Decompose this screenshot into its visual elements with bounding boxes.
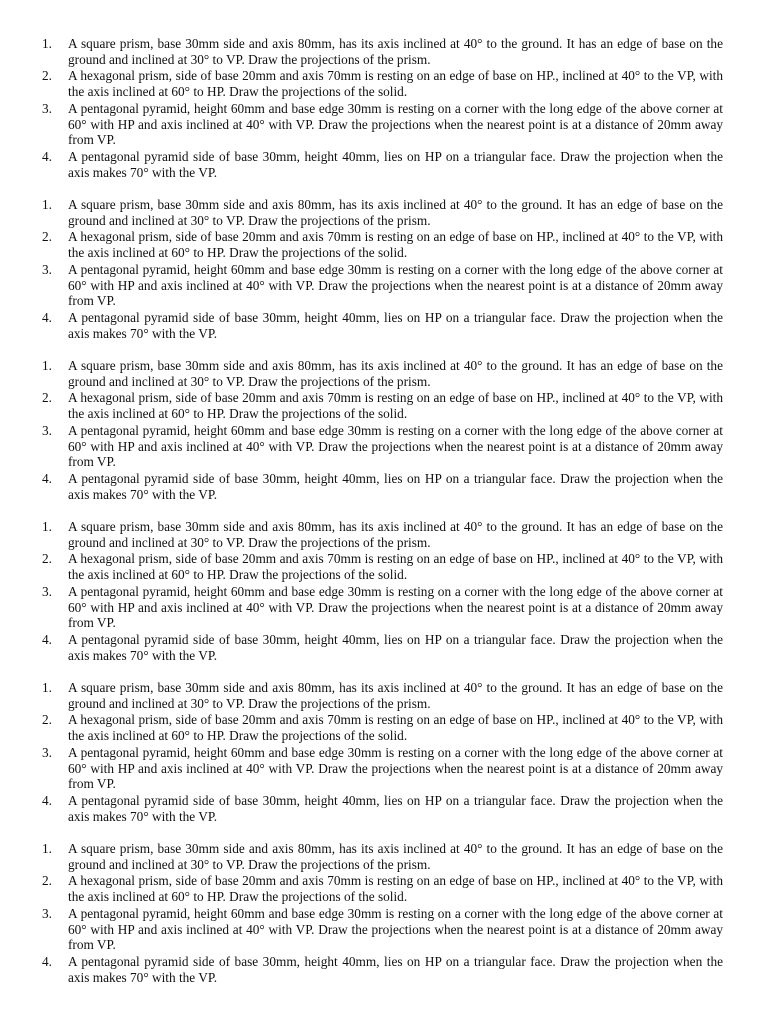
question-item <box>0 551 768 583</box>
question-item <box>0 358 768 390</box>
question-text: A hexagonal prism, side of base 20mm and axis 70mm is resting on an edge of base on HP., inclined at 40° to the VP, with the axis inclined at 60° to HP. Draw the projections of the solid. <box>68 390 723 422</box>
question-text: A pentagonal pyramid, height 60mm and base edge 30mm is resting on a corner with the long edge of the above corner at 60° with HP and axis inclined at 40° with VP. Draw the projections when the nearest point is at a distance of 20mm away from VP. <box>68 261 723 309</box>
question-text: A pentagonal pyramid side of base 30mm, height 40mm, lies on HP on a triangular face. Draw the projection when the axis makes 70° with the VP. <box>68 309 723 341</box>
question-item <box>0 954 768 986</box>
question-item <box>0 423 768 471</box>
question-set-6 <box>0 841 768 986</box>
question-number: 1. <box>42 841 52 856</box>
question-set-4 <box>0 519 768 664</box>
question-item <box>0 906 768 954</box>
question-number: 1. <box>42 197 52 212</box>
question-number: 1. <box>42 36 52 51</box>
question-text: A pentagonal pyramid side of base 30mm, height 40mm, lies on HP on a triangular face. Draw the projection when the axis makes 70° with the VP. <box>68 148 723 180</box>
question-item <box>0 471 768 503</box>
question-number: 4. <box>42 631 52 647</box>
question-number: 2. <box>42 551 52 567</box>
question-text: A pentagonal pyramid, height 60mm and base edge 30mm is resting on a corner with the long edge of the above corner at 60° with HP and axis inclined at 40° with VP. Draw the projections when the nearest point is at a distance of 20mm away from VP. <box>68 100 723 148</box>
question-item <box>0 873 768 905</box>
question-set-2 <box>0 197 768 342</box>
question-item <box>0 519 768 551</box>
question-item <box>0 310 768 342</box>
question-item <box>0 680 768 712</box>
question-number: 3. <box>42 905 52 921</box>
question-text: A hexagonal prism, side of base 20mm and axis 70mm is resting on an edge of base on HP., inclined at 40° to the VP, with the axis inclined at 60° to HP. Draw the projections of the solid. <box>68 551 723 583</box>
question-item <box>0 68 768 100</box>
question-number: 1. <box>42 519 52 534</box>
question-item <box>0 36 768 68</box>
question-item <box>0 632 768 664</box>
question-number: 1. <box>42 680 52 695</box>
question-text: A square prism, base 30mm side and axis 80mm, has its axis inclined at 40° to the ground. It has an edge of base on the ground and inclined at 30° to VP. Draw the projections of the prism. <box>68 36 723 67</box>
question-number: 3. <box>42 100 52 116</box>
question-number: 2. <box>42 712 52 728</box>
question-text: A pentagonal pyramid, height 60mm and base edge 30mm is resting on a corner with the long edge of the above corner at 60° with HP and axis inclined at 40° with VP. Draw the projections when the nearest point is at a distance of 20mm away from VP. <box>68 583 723 631</box>
question-item <box>0 229 768 261</box>
question-text: A square prism, base 30mm side and axis 80mm, has its axis inclined at 40° to the ground. It has an edge of base on the ground and inclined at 30° to VP. Draw the projections of the prism. <box>68 358 723 389</box>
question-item <box>0 745 768 793</box>
question-text: A hexagonal prism, side of base 20mm and axis 70mm is resting on an edge of base on HP., inclined at 40° to the VP, with the axis inclined at 60° to HP. Draw the projections of the solid. <box>68 712 723 744</box>
question-number: 3. <box>42 744 52 760</box>
question-item <box>0 101 768 149</box>
question-text: A square prism, base 30mm side and axis 80mm, has its axis inclined at 40° to the ground. It has an edge of base on the ground and inclined at 30° to VP. Draw the projections of the prism. <box>68 841 723 872</box>
question-text: A square prism, base 30mm side and axis 80mm, has its axis inclined at 40° to the ground. It has an edge of base on the ground and inclined at 30° to VP. Draw the projections of the prism. <box>68 197 723 228</box>
question-item <box>0 149 768 181</box>
question-number: 4. <box>42 953 52 969</box>
question-text: A hexagonal prism, side of base 20mm and axis 70mm is resting on an edge of base on HP., inclined at 40° to the VP, with the axis inclined at 60° to HP. Draw the projections of the solid. <box>68 229 723 261</box>
question-text: A pentagonal pyramid side of base 30mm, height 40mm, lies on HP on a triangular face. Draw the projection when the axis makes 70° with the VP. <box>68 953 723 985</box>
question-number: 4. <box>42 792 52 808</box>
question-number: 1. <box>42 358 52 373</box>
question-number: 2. <box>42 873 52 889</box>
question-number: 2. <box>42 390 52 406</box>
question-item <box>0 793 768 825</box>
question-text: A pentagonal pyramid side of base 30mm, height 40mm, lies on HP on a triangular face. Draw the projection when the axis makes 70° with the VP. <box>68 470 723 502</box>
question-text: A square prism, base 30mm side and axis 80mm, has its axis inclined at 40° to the ground. It has an edge of base on the ground and inclined at 30° to VP. Draw the projections of the prism. <box>68 519 723 550</box>
question-item <box>0 390 768 422</box>
question-set-3 <box>0 358 768 503</box>
question-item <box>0 841 768 873</box>
question-text: A pentagonal pyramid side of base 30mm, height 40mm, lies on HP on a triangular face. Draw the projection when the axis makes 70° with the VP. <box>68 792 723 824</box>
question-item <box>0 584 768 632</box>
question-set-1 <box>0 36 768 181</box>
question-text: A pentagonal pyramid, height 60mm and base edge 30mm is resting on a corner with the long edge of the above corner at 60° with HP and axis inclined at 40° with VP. Draw the projections when the nearest point is at a distance of 20mm away from VP. <box>68 905 723 953</box>
question-item <box>0 197 768 229</box>
question-text: A hexagonal prism, side of base 20mm and axis 70mm is resting on an edge of base on HP., inclined at 40° to the VP, with the axis inclined at 60° to HP. Draw the projections of the solid. <box>68 68 723 100</box>
question-item <box>0 712 768 744</box>
question-number: 4. <box>42 470 52 486</box>
question-text: A square prism, base 30mm side and axis 80mm, has its axis inclined at 40° to the ground. It has an edge of base on the ground and inclined at 30° to VP. Draw the projections of the prism. <box>68 680 723 711</box>
question-text: A pentagonal pyramid, height 60mm and base edge 30mm is resting on a corner with the long edge of the above corner at 60° with HP and axis inclined at 40° with VP. Draw the projections when the nearest point is at a distance of 20mm away from VP. <box>68 422 723 470</box>
question-set-5 <box>0 680 768 825</box>
question-number: 2. <box>42 68 52 84</box>
question-number: 3. <box>42 261 52 277</box>
question-text: A hexagonal prism, side of base 20mm and axis 70mm is resting on an edge of base on HP., inclined at 40° to the VP, with the axis inclined at 60° to HP. Draw the projections of the solid. <box>68 873 723 905</box>
question-number: 2. <box>42 229 52 245</box>
question-number: 3. <box>42 422 52 438</box>
question-text: A pentagonal pyramid side of base 30mm, height 40mm, lies on HP on a triangular face. Draw the projection when the axis makes 70° with the VP. <box>68 631 723 663</box>
question-item <box>0 262 768 310</box>
question-number: 3. <box>42 583 52 599</box>
question-text: A pentagonal pyramid, height 60mm and base edge 30mm is resting on a corner with the long edge of the above corner at 60° with HP and axis inclined at 40° with VP. Draw the projections when the nearest point is at a distance of 20mm away from VP. <box>68 744 723 792</box>
question-number: 4. <box>42 148 52 164</box>
question-number: 4. <box>42 309 52 325</box>
